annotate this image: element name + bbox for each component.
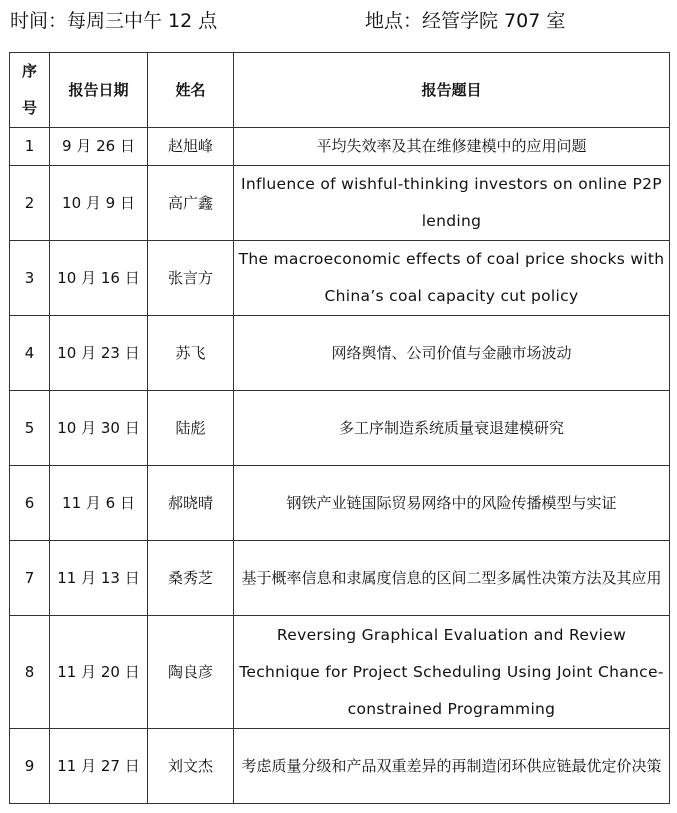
- row-title: 网络舆情、公司价值与金融市场波动: [234, 316, 670, 391]
- row-no: 7: [10, 541, 50, 616]
- row-title: 平均失效率及其在维修建模中的应用问题: [234, 128, 670, 166]
- row-no: 2: [10, 166, 50, 241]
- row-name: 陶良彦: [148, 616, 234, 729]
- row-no: 5: [10, 391, 50, 466]
- row-name: 苏飞: [148, 316, 234, 391]
- table-row: [10, 541, 670, 616]
- row-date: 10 月 30 日: [50, 391, 148, 466]
- row-title: The macroeconomic effects of coal price shocks with China’s coal capacity cut policy: [234, 241, 670, 316]
- row-name: 陆彪: [148, 391, 234, 466]
- row-date: 10 月 16 日: [50, 241, 148, 316]
- row-no: 8: [10, 616, 50, 729]
- row-date: 11 月 13 日: [50, 541, 148, 616]
- row-name: 赵旭峰: [148, 128, 234, 166]
- row-title: 钢铁产业链国际贸易网络中的风险传播模型与实证: [234, 466, 670, 541]
- row-date: 9 月 26 日: [50, 128, 148, 166]
- row-no: 4: [10, 316, 50, 391]
- column-header-no: 序 号: [10, 53, 50, 128]
- row-date: 11 月 6 日: [50, 466, 148, 541]
- table-row: [10, 241, 670, 316]
- row-date: 10 月 23 日: [50, 316, 148, 391]
- row-name: 桑秀芝: [148, 541, 234, 616]
- row-name: 郝晓晴: [148, 466, 234, 541]
- row-date: 11 月 27 日: [50, 729, 148, 804]
- table-row: [10, 729, 670, 804]
- row-title: 考虑质量分级和产品双重差异的再制造闭环供应链最优定价决策: [234, 729, 670, 804]
- table-row: [10, 466, 670, 541]
- seminar-schedule-table: [9, 52, 670, 804]
- table-header-row: [10, 53, 670, 128]
- table-row: [10, 166, 670, 241]
- column-header-title: 报告题目: [234, 53, 670, 128]
- row-no: 6: [10, 466, 50, 541]
- column-header-date: 报告日期: [50, 53, 148, 128]
- column-header-name: 姓名: [148, 53, 234, 128]
- table-row: [10, 391, 670, 466]
- table-row: [10, 316, 670, 391]
- row-date: 11 月 20 日: [50, 616, 148, 729]
- row-name: 刘文杰: [148, 729, 234, 804]
- location-info: 地点：经管学院 707 室: [365, 10, 566, 32]
- time-info: 时间：每周三中午 12 点: [10, 10, 218, 32]
- row-title: Influence of wishful-thinking investors on online P2P lending: [234, 166, 670, 241]
- row-title: Reversing Graphical Evaluation and Review Technique for Project Scheduling Using Joint Chance-constrained Programming: [234, 616, 670, 729]
- row-date: 10 月 9 日: [50, 166, 148, 241]
- row-no: 1: [10, 128, 50, 166]
- row-title: 基于概率信息和隶属度信息的区间二型多属性决策方法及其应用: [234, 541, 670, 616]
- schedule-header: [10, 6, 667, 36]
- table-row: [10, 616, 670, 729]
- row-title: 多工序制造系统质量衰退建模研究: [234, 391, 670, 466]
- row-no: 9: [10, 729, 50, 804]
- row-no: 3: [10, 241, 50, 316]
- row-name: 张言方: [148, 241, 234, 316]
- table-row: [10, 128, 670, 166]
- row-name: 高广鑫: [148, 166, 234, 241]
